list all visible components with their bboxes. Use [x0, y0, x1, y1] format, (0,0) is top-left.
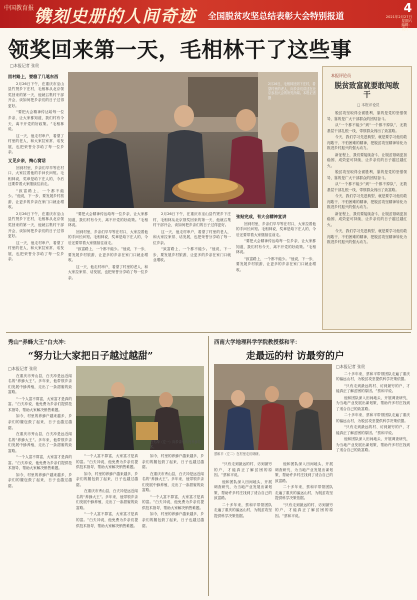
right-story-paragraph: 他和团队深入田间地头，开展调查研究，为当地产业发展出谋划策，帮助许多村庄找到了适合自己的致富路。	[336, 437, 410, 453]
lead-paragraph: 这一天，他走村串户，看望了村里的老人，和大家拉家常、话发展，也把荣誉分享给了每一位乡亲。	[153, 229, 231, 245]
date-line: 编辑：	[401, 23, 412, 27]
left-story-paragraph: 如今，村里的养蜂户越来越多，乡亲们的腰包鼓了起来，日子也越过越甜。	[8, 414, 72, 430]
date-line: 星期六	[401, 19, 412, 23]
right-story-paragraph: 二十多年来，蔡和平带领团队走遍了重庆的偏远山村，为脱贫攻坚提供科学决策依据。	[336, 371, 410, 382]
lead-byline: □本报记者 张贵	[10, 63, 40, 68]
left-story-photo-image	[76, 366, 204, 450]
date-line: 设计：	[401, 27, 412, 31]
commentary-paragraph: 从“一个都不能少”到“一个都不掉队”，无数基层干部扎根一线，带领群众闯出了致富路。	[327, 182, 407, 192]
left-story-paragraph: 如今，村里的养蜂户越来越多，乡亲们的腰包鼓了起来，日子也越过越甜。	[142, 512, 204, 528]
lead-paragraph: 回到村里，乡亲们早早等在村口，大家拉着他的手问长问短。毛相林说，奖章是给下庄人的，今后还要带着大家继续往前走。	[8, 165, 64, 187]
left-story-paragraph: 在重庆市秀山县，白夫冲是远近闻名的“养蜂大王”。多年来，他带领乡亲们发展中蜂养殖，走出了一条甜蜜的致富路。	[8, 373, 72, 395]
lead-column-1	[8, 72, 64, 322]
left-story-kicker: 秀山“养蜂大王”白夫冲：	[8, 340, 69, 346]
commentary-paragraph: 脱贫攻坚取得全面胜利，靠的是党的坚强领导，靠的是广大干部群众的团结奋斗。	[327, 111, 407, 121]
commentary-paragraph: 从“一个都不能少”到“一个都不掉队”，无数基层干部扎根一线，带领群众闯出了致富路。	[327, 122, 407, 133]
right-story-byline: □本报记者 张贵	[336, 364, 366, 369]
commentary-body	[327, 111, 407, 325]
lead-paragraph: 回到村里，乡亲们早早等在村口，大家拉着他的手问长问短。毛相林说，奖章是给下庄人的，今后还要带着大家继续往前走。	[236, 221, 316, 237]
lead-paragraph: 这一天，他走村串户，看望了村里的老人，和大家拉家常、话发展，也把荣誉分享给了每一位乡亲。	[8, 133, 64, 155]
commentary-paragraph: 今天，我们学习先进典型，就是要学习他们敢闯敢干、不怕困难的精神，把脱贫攻坚精神转化为推进乡村振兴的强大动力。	[327, 194, 407, 210]
lead-subhead: 张贴完成，有大会精神宣讲	[236, 214, 287, 219]
left-story-paragraph: 在重庆市秀山县，白夫冲是远近闻名的“养蜂大王”。多年来，他带领乡亲们发展中蜂养殖，走出了一条甜蜜的致富路。	[142, 471, 204, 493]
commentary-title: 脱贫致富就要敢闯敢干	[334, 81, 400, 99]
right-story-paragraph: “只有走到最远的村、访到最穷的户，才能真正了解贫困的原因。”蔡和平说。	[275, 502, 333, 518]
right-story-paragraph: 二十多年来，蔡和平带领团队走遍了重庆的偏远山村，为脱贫攻坚提供科学决策依据。	[336, 413, 410, 423]
commentary-paragraph: 今天，我们学习先进典型，就是要学习他们敢闯敢干、不怕困难的精神，把脱贫攻坚精神转化为推进乡村振兴的强大动力。	[327, 134, 407, 151]
left-story-title: “努力让大家把日子越过越甜”	[28, 351, 153, 362]
right-story-column-3	[275, 462, 333, 594]
lead-paragraph: 这一天，他走村串户，看望了村里的老人，和大家拉家常、话发展，也把荣誉分享给了每一位乡亲。	[68, 264, 148, 280]
left-story-paragraph: “一个人富不算富，大家富才是真的富。”白夫冲说，他免费为乡亲们提供技术指导，帮助大家解决销售难题。	[76, 512, 138, 528]
lead-paragraph: “致富路上，一个都不能少。”他说，下一步，要发展乡村旅游，让更多的乡亲在家门口就业增收。	[153, 247, 231, 263]
lead-paragraph: 2月26日下午，在重庆市巫山县竹贤乡下庄村，毛相林从北京领奖回来的第一天，他就召集村干部开会，谈如何把乡亲们的日子过得更好。	[8, 81, 64, 108]
column-divider	[208, 336, 209, 596]
right-story-photo-caption: 蔡和平（左二）在村里走访调研。	[214, 452, 262, 456]
left-story-column-3	[142, 454, 204, 594]
lead-paragraph: 2月26日下午，在重庆市巫山县竹贤乡下庄村，毛相林从北京领奖回来的第一天，他就召集村干部开会，谈如何把乡亲们的日子过得更好。	[153, 212, 231, 228]
section-divider	[6, 332, 411, 333]
lead-paragraph: “致富路上，一个都不能少。”他说，下一步，要发展乡村旅游，让更多的乡亲在家门口就业增收。	[8, 188, 64, 210]
right-story-paragraph: 二十多年来，蔡和平带领团队走遍了重庆的偏远山村，为脱贫攻坚提供科学决策依据。	[275, 485, 333, 501]
left-story-paragraph: 在重庆市秀山县，白夫冲是远近闻名的“养蜂大王”。多年来，他带领乡亲们发展中蜂养殖，走出了一条甜蜜的致富路。	[8, 431, 72, 453]
left-story-paragraph: 如今，村里的养蜂户越来越多，乡亲们的腰包鼓了起来，日子也越过越甜。	[8, 472, 72, 488]
lead-paragraph: 回到村里，乡亲们早早等在村口，大家拉着他的手问长问短。毛相林说，奖章是给下庄人的，今后还要带着大家继续往前走。	[68, 229, 148, 245]
lead-paragraph: “致富路上，一个都不能少。”他说，下一步，要发展乡村旅游，让更多的乡亲在家门口就业增收。	[236, 256, 316, 272]
right-story-photo-image	[214, 364, 332, 450]
left-story-paragraph: 如今，村里的养蜂户越来越多，乡亲们的腰包鼓了起来，日子也越过越甜。	[76, 471, 138, 487]
date-line: 2021年2月27日	[385, 15, 412, 19]
commentary-paragraph: 新征程上，我们要接续奋斗，让脱贫基础更加稳固、成效更可持续，让乡亲们的日子越过越红火。	[327, 211, 407, 227]
left-story-photo-caption: 白夫冲（左一）向乡亲们传授养蜂技术。	[150, 440, 201, 449]
left-story-column-1	[8, 366, 72, 594]
left-story-paragraph: “一个人富不算富，大家富才是真的富。”白夫冲说，他免费为乡亲们提供技术指导，帮助大家解决销售难题。	[76, 454, 138, 470]
left-story-photo	[76, 366, 204, 450]
right-story-column-2	[214, 462, 272, 594]
right-story-photo	[214, 364, 332, 450]
main-headline: 领奖回来第一天，毛相林干了这些事	[8, 37, 352, 62]
right-story-paragraph: 二十多年来，蔡和平带领团队走遍了重庆的偏远山村，为脱贫攻坚提供科学决策依据。	[214, 502, 272, 518]
right-story-paragraph: “只有走到最远的村、访到最穷的户，才能真正了解贫困的原因。”蔡和平说。	[336, 425, 410, 435]
lead-column-3	[153, 212, 231, 324]
lead-paragraph: “要把大会精神传达给每一位乡亲，让大家都知道，我们村有今天，离不开党的好政策。”毛相林说。	[236, 239, 316, 255]
commentary-paragraph: 今天，我们学习先进典型，就是要学习他们敢闯敢干、不怕困难的精神，把脱贫攻坚精神转化为推进乡村振兴的强大动力。	[327, 229, 407, 245]
right-story-title: 走最远的村 访最穷的户	[246, 351, 345, 362]
commentary-box	[322, 66, 412, 330]
right-story-paragraph: “只有走到最远的村、访到最穷的户，才能真正了解贫困的原因。”蔡和平说。	[336, 383, 410, 394]
left-story-paragraph: 在重庆市秀山县，白夫冲是远近闻名的“养蜂大王”。多年来，他带领乡亲们发展中蜂养殖，走出了一条甜蜜的致富路。	[76, 489, 138, 510]
right-story-paragraph: 他和团队深入田间地头，开展调查研究，为当地产业发展出谋划策，帮助许多村庄找到了适合自己的致富路。	[214, 479, 272, 501]
lead-subhead: 回村路上，要稳了几笔东西	[8, 74, 59, 79]
lead-paragraph: “要把大会精神传达给每一位乡亲，让大家都知道，我们村有今天，离不开党的好政策。”毛相林说。	[8, 110, 64, 132]
left-story-paragraph: “一个人富不算富，大家富才是真的富。”白夫冲说，他免费为乡亲们提供技术指导，帮助大家解决销售难题。	[8, 455, 72, 471]
banner-title: 镌刻史册的人间奇迹	[34, 7, 196, 27]
right-story-column-1	[336, 364, 410, 594]
right-story-paragraph: 他和团队深入田间地头，开展调查研究，为当地产业发展出谋划策，帮助许多村庄找到了适合自己的致富路。	[275, 462, 333, 483]
commentary-paragraph: 脱贫攻坚取得全面胜利，靠的是党的坚强领导，靠的是广大干部群众的团结奋斗。	[327, 170, 407, 180]
right-story-kicker: 西南大学地理科学学院教授蔡和平：	[214, 340, 301, 346]
lead-column-2	[68, 212, 148, 324]
commentary-kicker: 本报评论员	[331, 73, 351, 78]
lead-photo-caption: 2月26日，毛相林回到下庄村，看望村里的老人，向乡亲们讲述在北京参加大会的所见所闻。本报记者 摄	[268, 82, 316, 100]
left-story-column-2	[76, 454, 138, 594]
lead-paragraph: 2月26日下午，在重庆市巫山县竹贤乡下庄村，毛相林从北京领奖回来的第一天，他就召集村干部开会，谈如何把乡亲们的日子过得更好。	[8, 211, 64, 239]
left-story-paragraph: “一个人富不算富，大家富才是真的富。”白夫冲说，他免费为乡亲们提供技术指导，帮助大家解决销售难题。	[8, 396, 72, 412]
banner-subtitle: 全国脱贫攻坚总结表彰大会特别报道	[208, 12, 345, 22]
commentary-author: □ 本报评论员	[357, 103, 380, 107]
left-story-paragraph: 如今，村里的养蜂户越来越多，乡亲们的腰包鼓了起来，日子也越过越甜。	[142, 454, 204, 470]
banner-date	[372, 15, 412, 31]
page-banner	[0, 0, 417, 31]
lead-paragraph: “要把大会精神传达给每一位乡亲，让大家都知道，我们村有今天，离不开党的好政策。”毛相林说。	[68, 212, 148, 228]
right-story-paragraph: “只有走到最远的村、访到最穷的户，才能真正了解贫困的原因。”蔡和平说。	[214, 462, 272, 478]
right-story-paragraph: 他和团队深入田间地头，开展调查研究，为当地产业发展出谋划策，帮助许多村庄找到了适合自己的致富路。	[336, 395, 410, 411]
commentary-paragraph: 新征程上，我们要接续奋斗，让脱贫基础更加稳固、成效更可持续，让乡亲们的日子越过越红火。	[327, 152, 407, 168]
page-number: 4	[403, 1, 412, 15]
left-story-paragraph: “一个人富不算富，大家富才是真的富。”白夫冲说，他免费为乡亲们提供技术指导，帮助大家解决销售难题。	[142, 494, 204, 510]
lead-subhead: 又见乡亲，掏心窝话	[8, 157, 46, 163]
lead-column-4	[236, 212, 316, 324]
lead-paragraph: “致富路上，一个都不能少。”他说，下一步，要发展乡村旅游，让更多的乡亲在家门口就业增收。	[68, 247, 148, 263]
lead-paragraph: 这一天，他走村串户，看望了村里的老人，和大家拉家常、话发展，也把荣誉分享给了每一位乡亲。	[8, 240, 64, 262]
paper-name: 中国教育报	[4, 5, 35, 12]
left-story-byline: □本报记者 张贵	[8, 366, 38, 371]
